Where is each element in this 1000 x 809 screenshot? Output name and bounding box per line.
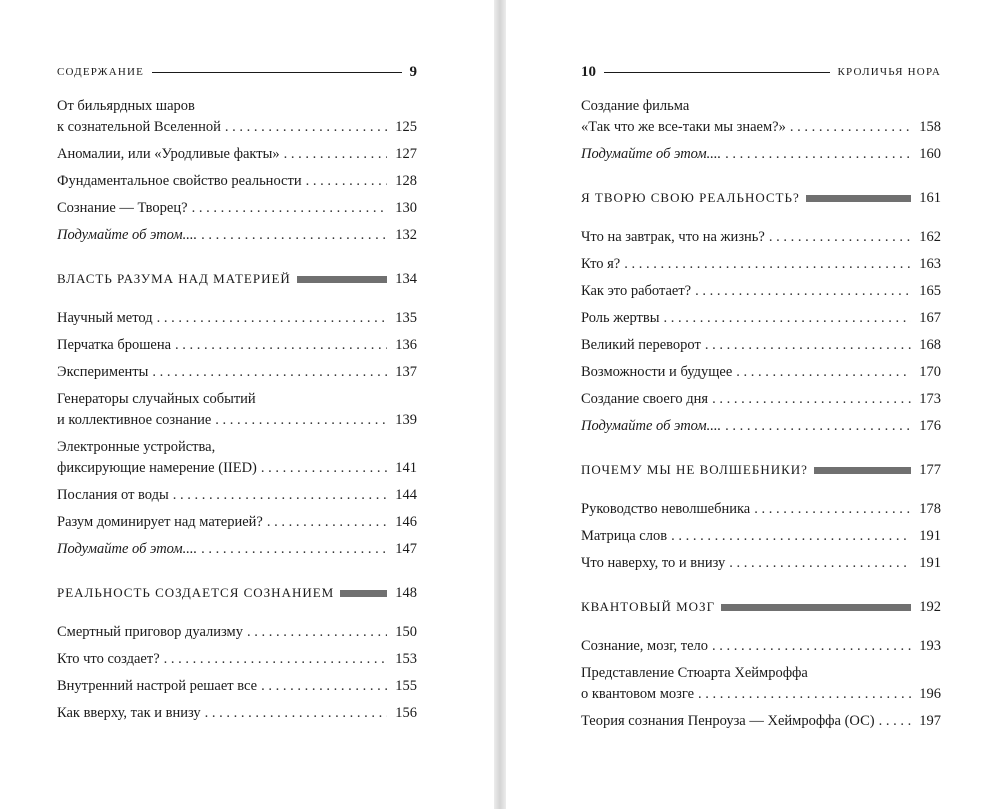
toc-entry[interactable] <box>581 362 941 383</box>
toc-entry[interactable] <box>57 437 417 479</box>
entry-title: и коллективное сознание <box>57 412 212 428</box>
entry-title: Фундаментальное свойство реальности <box>57 173 302 189</box>
entry-page-number: 167 <box>919 310 941 326</box>
left-page-number: 9 <box>409 63 417 80</box>
entry-row <box>57 703 417 724</box>
dot-leader <box>201 539 387 560</box>
toc-entry[interactable] <box>57 622 417 643</box>
toc-entry[interactable] <box>581 663 941 705</box>
entry-row <box>57 362 417 383</box>
section-page-number: 161 <box>919 189 941 206</box>
entry-page-number: 158 <box>919 119 941 135</box>
toc-entry[interactable] <box>57 144 417 165</box>
entry-page-number: 178 <box>919 501 941 517</box>
entry-title: к сознательной Вселенной <box>57 119 221 135</box>
dot-leader <box>879 711 911 732</box>
left-running-header <box>57 62 417 82</box>
entry-title: Перчатка брошена <box>57 337 172 353</box>
right-toc-list <box>581 96 941 738</box>
entry-title: Создание своего дня <box>581 391 709 407</box>
dot-leader <box>736 362 911 383</box>
entry-page-number: 125 <box>395 119 417 135</box>
entry-page-number: 170 <box>919 364 941 380</box>
dot-leader <box>790 117 911 138</box>
section-title: КВАНТОВЫЙ МОЗГ <box>581 599 716 614</box>
entry-title: Научный метод <box>57 310 153 326</box>
dot-leader <box>306 171 387 192</box>
toc-entry[interactable] <box>581 526 941 547</box>
section-title: ПОЧЕМУ МЫ НЕ ВОЛШЕБНИКИ? <box>581 462 808 477</box>
entry-title: Послания от воды <box>57 487 169 503</box>
entry-page-number: 193 <box>919 638 941 654</box>
entry-row <box>581 684 941 705</box>
entry-row <box>581 711 941 732</box>
section-bar <box>806 195 911 202</box>
entry-title: Разум доминирует над материей? <box>57 514 263 530</box>
entry-page-number: 141 <box>395 460 417 476</box>
toc-entry[interactable] <box>581 389 941 410</box>
toc-entry[interactable] <box>581 281 941 302</box>
dot-leader <box>624 254 911 275</box>
dot-leader <box>152 362 387 383</box>
toc-section-heading[interactable] <box>581 596 941 618</box>
entry-title: Сознание, мозг, тело <box>581 638 709 654</box>
entry-row <box>581 553 941 574</box>
entry-row <box>57 676 417 697</box>
toc-entry[interactable] <box>57 703 417 724</box>
entry-title: Руководство неволшебника <box>581 501 751 517</box>
section-title: Я ТВОРЮ СВОЮ РЕАЛЬНОСТЬ? <box>581 190 800 205</box>
entry-row <box>581 335 941 356</box>
entry-page-number: 139 <box>395 412 417 428</box>
entry-page-number: 153 <box>395 651 417 667</box>
dot-leader <box>671 526 911 547</box>
section-bar <box>814 467 911 474</box>
dot-leader <box>712 389 911 410</box>
toc-entry[interactable] <box>581 254 941 275</box>
section-page-number: 134 <box>395 270 417 287</box>
dot-leader <box>225 117 387 138</box>
toc-entry[interactable] <box>57 225 417 246</box>
dot-leader <box>267 512 387 533</box>
entry-page-number: 191 <box>919 528 941 544</box>
entry-page-number: 147 <box>395 541 417 557</box>
entry-page-number: 196 <box>919 686 941 702</box>
toc-entry[interactable] <box>57 649 417 670</box>
entry-row <box>581 117 941 138</box>
dot-leader <box>284 144 387 165</box>
entry-page-number: 160 <box>919 146 941 162</box>
entry-title: Теория сознания Пенроуза — Хеймроффа (ОС) <box>581 713 875 729</box>
entry-row <box>57 622 417 643</box>
entry-row <box>57 308 417 329</box>
entry-row <box>57 144 417 165</box>
section-bar <box>340 590 387 597</box>
entry-row <box>581 308 941 329</box>
entry-row <box>581 362 941 383</box>
entry-row <box>57 171 417 192</box>
entry-page-number: 191 <box>919 555 941 571</box>
dot-leader <box>157 308 387 329</box>
entry-row <box>581 416 941 437</box>
entry-page-number: 156 <box>395 705 417 721</box>
entry-page-number: 150 <box>395 624 417 640</box>
entry-title: Внутренний настрой решает все <box>57 678 258 694</box>
entry-title: Сознание — Творец? <box>57 200 188 216</box>
toc-section-heading[interactable] <box>581 459 941 481</box>
entry-title: Возможности и будущее <box>581 364 733 380</box>
entry-page-number: 197 <box>919 713 941 729</box>
section-title: РЕАЛЬНОСТЬ СОЗДАЕТСЯ СОЗНАНИЕМ <box>57 585 335 600</box>
entry-page-number: 173 <box>919 391 941 407</box>
entry-row <box>581 636 941 657</box>
entry-title: о квантовом мозге <box>581 686 695 702</box>
right-page-number: 10 <box>581 63 596 80</box>
entry-row <box>57 458 417 479</box>
dot-leader <box>201 225 387 246</box>
toc-entry[interactable] <box>57 512 417 533</box>
toc-entry[interactable] <box>581 416 941 437</box>
entry-title: Как это работает? <box>581 283 692 299</box>
toc-section-heading[interactable] <box>581 187 941 209</box>
entry-page-number: 128 <box>395 173 417 189</box>
entry-title: Эксперименты <box>57 364 149 380</box>
dot-leader <box>695 281 911 302</box>
dot-leader <box>729 553 911 574</box>
entry-row <box>57 649 417 670</box>
entry-page-number: 144 <box>395 487 417 503</box>
dot-leader <box>261 676 387 697</box>
entry-title: Подумайте об этом.... <box>581 146 722 162</box>
toc-entry[interactable] <box>581 96 941 138</box>
dot-leader <box>164 649 387 670</box>
book-gutter <box>494 0 506 809</box>
dot-leader <box>261 458 387 479</box>
dot-leader <box>712 636 911 657</box>
entry-title: фиксирующие намерение (IIED) <box>57 460 257 476</box>
dot-leader <box>725 144 911 165</box>
entry-row <box>57 225 417 246</box>
entry-title: Матрица слов <box>581 528 668 544</box>
dot-leader <box>705 335 911 356</box>
toc-entry[interactable] <box>57 171 417 192</box>
dot-leader <box>173 485 387 506</box>
entry-title: Что наверху, то и внизу <box>581 555 726 571</box>
entry-page-number: 165 <box>919 283 941 299</box>
left-header-rule <box>152 72 401 73</box>
toc-entry[interactable] <box>581 553 941 574</box>
entry-title: Подумайте об этом.... <box>57 541 198 557</box>
entry-row <box>57 198 417 219</box>
entry-row <box>581 499 941 520</box>
entry-page-number: 176 <box>919 418 941 434</box>
toc-entry[interactable] <box>57 96 417 138</box>
entry-row <box>581 281 941 302</box>
toc-entry[interactable] <box>581 636 941 657</box>
entry-row <box>57 512 417 533</box>
toc-entry[interactable] <box>581 144 941 165</box>
right-running-header <box>581 62 941 82</box>
entry-title-line1: От бильярдных шаров <box>57 98 195 114</box>
toc-entry[interactable] <box>57 676 417 697</box>
toc-entry[interactable] <box>581 335 941 356</box>
dot-leader <box>215 410 387 431</box>
entry-title: Смертный приговор дуализму <box>57 624 243 640</box>
dot-leader <box>663 308 911 329</box>
entry-title: Подумайте об этом.... <box>581 418 722 434</box>
section-page-number: 192 <box>919 598 941 615</box>
toc-entry[interactable] <box>57 389 417 431</box>
toc-section-heading[interactable] <box>57 582 417 604</box>
entry-page-number: 137 <box>395 364 417 380</box>
entry-title-line1: Представление Стюарта Хеймроффа <box>581 665 808 681</box>
entry-title: «Так что же все-таки мы знаем?» <box>581 119 786 135</box>
entry-title: Кто что создает? <box>57 651 160 667</box>
right-page <box>506 0 1000 809</box>
section-bar <box>297 276 387 283</box>
toc-section-heading[interactable] <box>57 268 417 290</box>
entry-title-line1: Генераторы случайных событий <box>57 391 256 407</box>
section-bar <box>721 604 911 611</box>
dot-leader <box>205 703 387 724</box>
toc-entry[interactable] <box>581 711 941 732</box>
dot-leader <box>754 499 911 520</box>
entry-title-line1: Электронные устройства, <box>57 439 216 455</box>
right-header-title: КРОЛИЧЬЯ НОРА <box>837 66 941 78</box>
toc-entry[interactable] <box>581 308 941 329</box>
entry-page-number: 155 <box>395 678 417 694</box>
entry-row <box>57 485 417 506</box>
entry-title-line1: Создание фильма <box>581 98 690 114</box>
entry-page-number: 127 <box>395 146 417 162</box>
entry-row <box>57 410 417 431</box>
entry-row <box>57 539 417 560</box>
entry-title: Аномалии, или «Уродливые факты» <box>57 146 280 162</box>
toc-entry[interactable] <box>581 499 941 520</box>
entry-page-number: 132 <box>395 227 417 243</box>
entry-title: Кто я? <box>581 256 621 272</box>
dot-leader <box>192 198 387 219</box>
right-header-rule <box>604 72 830 73</box>
dot-leader <box>698 684 911 705</box>
entry-row <box>581 144 941 165</box>
entry-row <box>581 227 941 248</box>
left-toc-list <box>57 96 417 730</box>
entry-page-number: 136 <box>395 337 417 353</box>
entry-title: Роль жертвы <box>581 310 660 326</box>
dot-leader <box>725 416 911 437</box>
entry-title: Как вверху, так и внизу <box>57 705 201 721</box>
toc-entry[interactable] <box>57 335 417 356</box>
entry-row <box>581 254 941 275</box>
entry-row <box>581 389 941 410</box>
entry-title: Что на завтрак, что на жизнь? <box>581 229 765 245</box>
entry-page-number: 130 <box>395 200 417 216</box>
toc-entry[interactable] <box>57 485 417 506</box>
entry-row <box>57 335 417 356</box>
section-page-number: 177 <box>919 461 941 478</box>
toc-entry[interactable] <box>57 539 417 560</box>
left-header-title: СОДЕРЖАНИЕ <box>57 66 145 78</box>
entry-page-number: 135 <box>395 310 417 326</box>
entry-page-number: 168 <box>919 337 941 353</box>
toc-entry[interactable] <box>57 198 417 219</box>
entry-row <box>57 117 417 138</box>
toc-entry[interactable] <box>57 308 417 329</box>
section-title: ВЛАСТЬ РАЗУМА НАД МАТЕРИЕЙ <box>57 271 291 286</box>
toc-entry[interactable] <box>581 227 941 248</box>
left-page <box>0 0 494 809</box>
entry-title: Подумайте об этом.... <box>57 227 198 243</box>
entry-title: Великий переворот <box>581 337 701 353</box>
entry-page-number: 163 <box>919 256 941 272</box>
dot-leader <box>175 335 387 356</box>
entry-row <box>581 526 941 547</box>
dot-leader <box>247 622 387 643</box>
dot-leader <box>769 227 911 248</box>
toc-entry[interactable] <box>57 362 417 383</box>
entry-page-number: 146 <box>395 514 417 530</box>
section-page-number: 148 <box>395 584 417 601</box>
entry-page-number: 162 <box>919 229 941 245</box>
